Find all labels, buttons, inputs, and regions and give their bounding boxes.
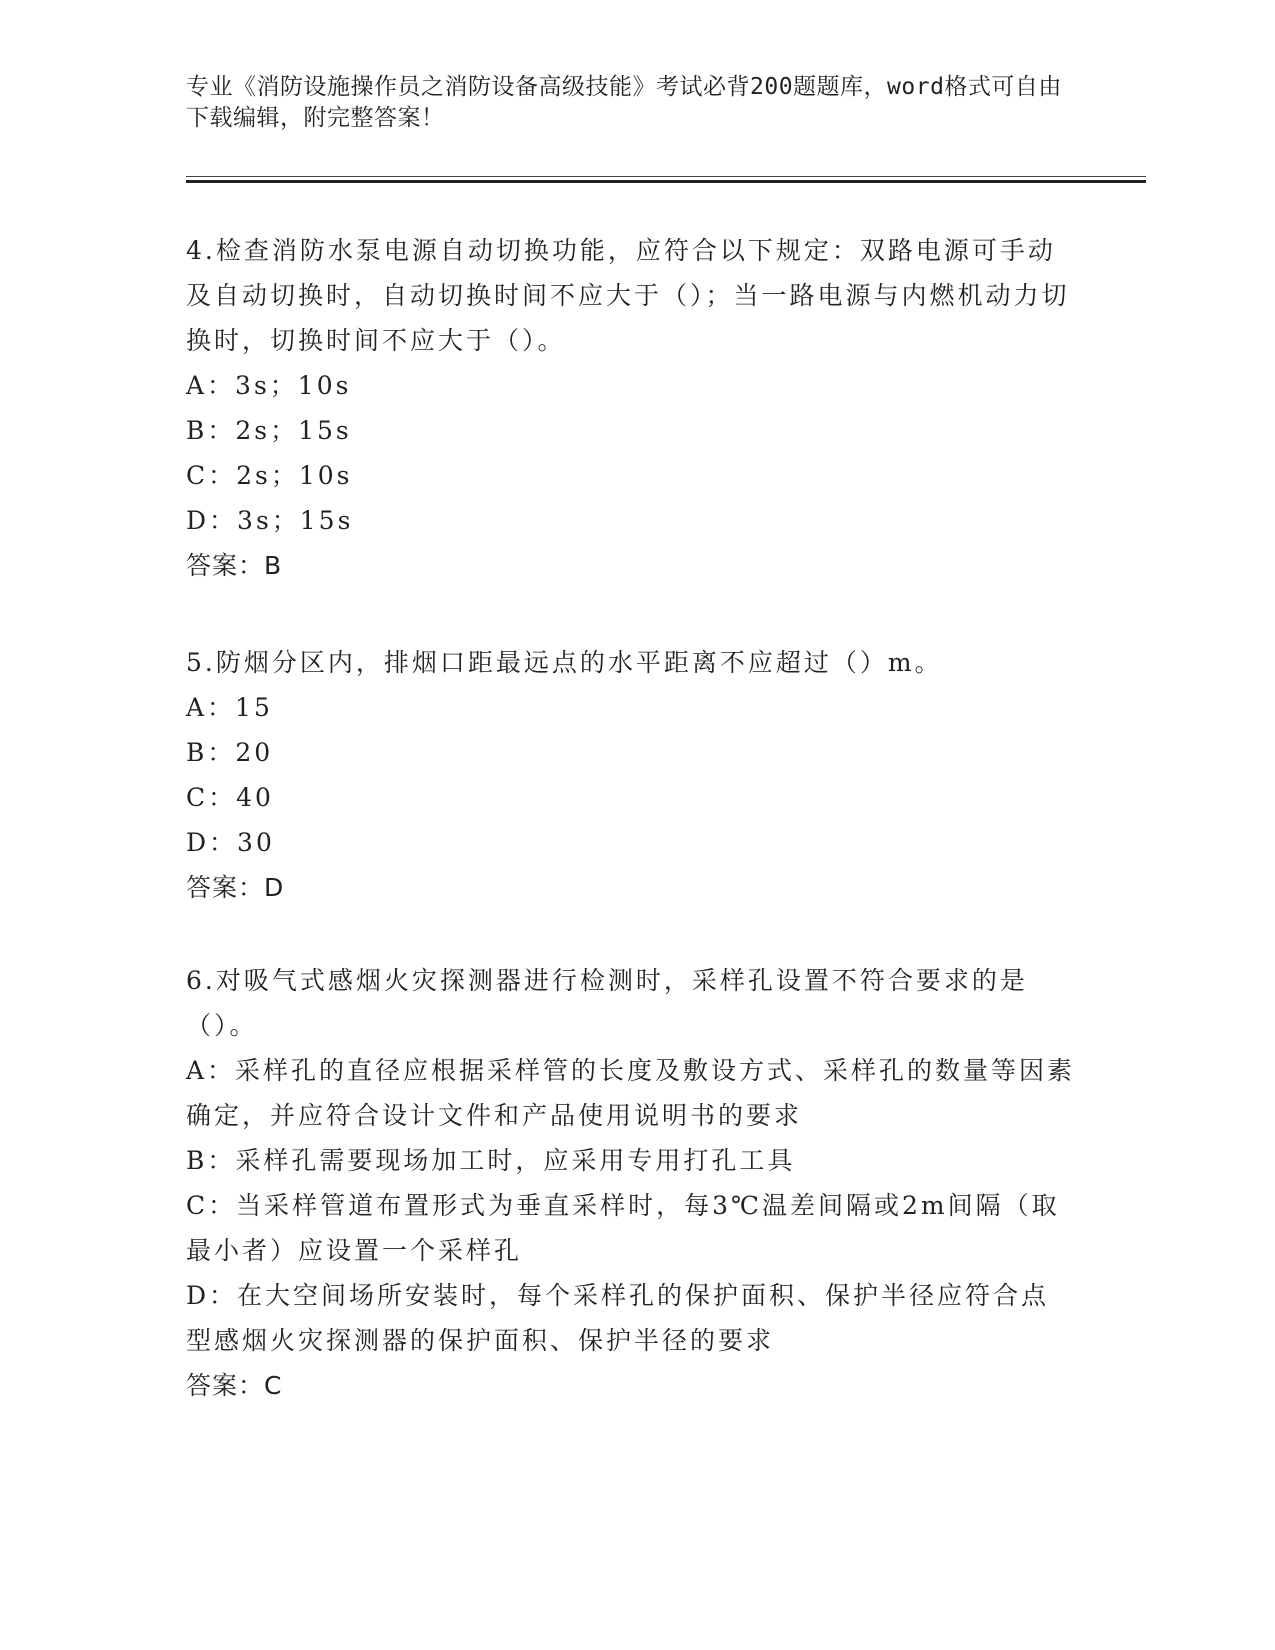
question-stem: 6.对吸气式感烟火灾探测器进行检测时，采样孔设置不符合要求的是（）。 bbox=[186, 966, 1028, 1040]
option-a: A：采样孔的直径应根据采样管的长度及敷设方式、采样孔的数量等因素确定，并应符合设计文件和产品使用说明书的要求 bbox=[186, 1056, 1076, 1130]
question-stem: 4.检查消防水泵电源自动切换功能，应符合以下规定：双路电源可手动及自动切换时，自动切换时间不应大于（）；当一路电源与内燃机动力切换时，切换时间不应大于（）。 bbox=[186, 236, 1070, 355]
option-a: A：3s；10s bbox=[186, 371, 352, 400]
option-a: A：15 bbox=[186, 693, 273, 722]
answer: 答案：B bbox=[186, 551, 283, 580]
option-b: B：20 bbox=[186, 738, 274, 767]
answer: 答案：D bbox=[186, 873, 285, 902]
question-4 bbox=[186, 228, 1076, 588]
header-divider-thin bbox=[186, 176, 1146, 177]
option-c: C：当采样管道布置形式为垂直采样时，每3℃温差间隔或2m间隔（取最小者）应设置一个采样孔 bbox=[186, 1191, 1060, 1265]
option-c: C：2s；10s bbox=[186, 461, 353, 490]
option-d: D：3s；15s bbox=[186, 506, 354, 535]
question-5 bbox=[186, 640, 1076, 910]
option-c: C：40 bbox=[186, 783, 274, 812]
option-d: D：30 bbox=[186, 828, 275, 857]
answer: 答案：C bbox=[186, 1371, 283, 1400]
header-divider-thick bbox=[186, 180, 1146, 183]
option-b: B：2s；15s bbox=[186, 416, 352, 445]
question-6 bbox=[186, 958, 1076, 1408]
question-stem: 5.防烟分区内，排烟口距最远点的水平距离不应超过（）m。 bbox=[186, 648, 943, 677]
document-header: 专业《消防设施操作员之消防设备高级技能》考试必背200题题库，word格式可自由下载编辑，附完整答案！ bbox=[186, 74, 1062, 131]
option-d: D：在大空间场所安装时，每个采样孔的保护面积、保护半径应符合点型感烟火灾探测器的保护面积、保护半径的要求 bbox=[186, 1281, 1050, 1355]
option-b: B：采样孔需要现场加工时，应采用专用打孔工具 bbox=[186, 1146, 796, 1175]
